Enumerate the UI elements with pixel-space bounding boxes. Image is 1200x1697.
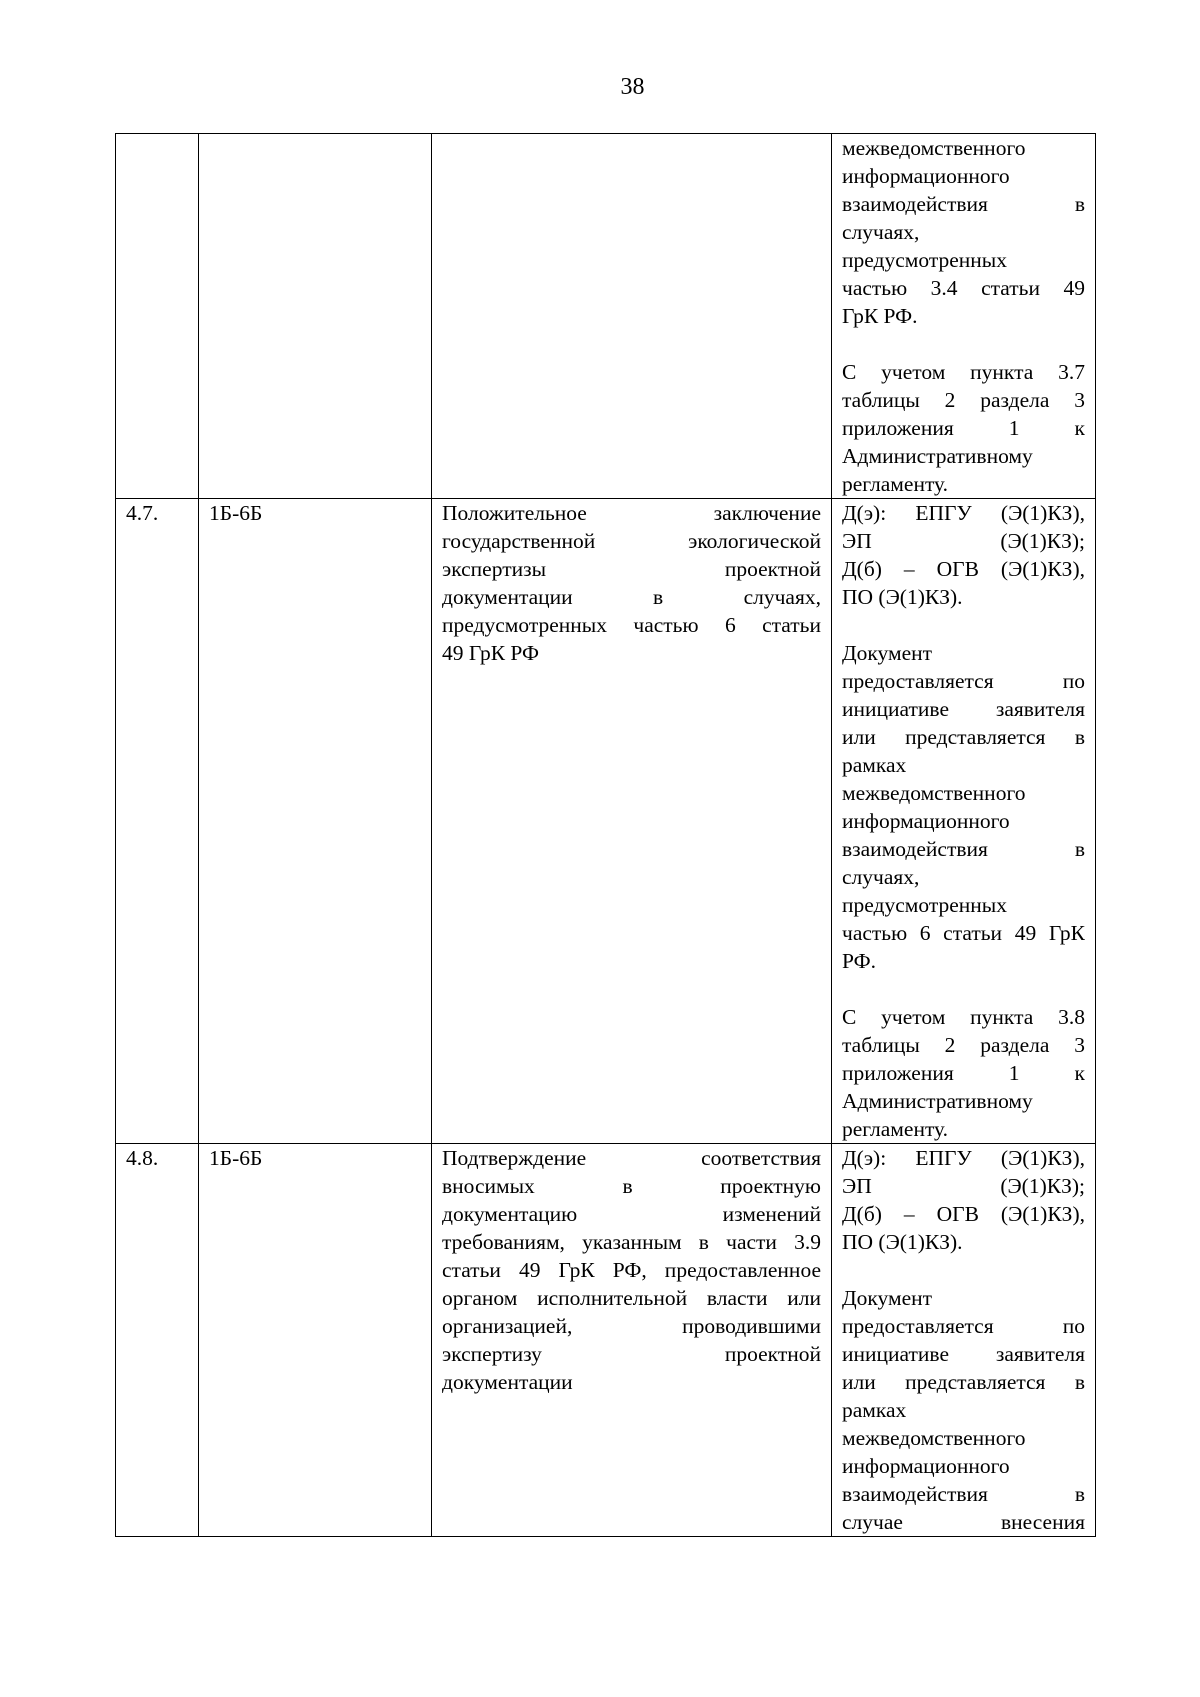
source-cell — [832, 499, 1096, 1144]
code-cell: 1Б-6Б — [199, 499, 432, 1144]
cell-text-line: экспертизу проектной — [442, 1342, 821, 1366]
paragraph-gap — [842, 330, 1085, 358]
cell-text-line: межведомственного — [842, 781, 1026, 805]
cell-text-line: требованиям, указанным в части 3.9 — [442, 1230, 821, 1254]
cell-text-line: межведомственного — [842, 1426, 1026, 1450]
cell-text-line: С учетом пункта 3.8 — [842, 1005, 1085, 1029]
cell-text-line: рамках — [842, 1398, 907, 1422]
cell-text-line: информационного — [842, 164, 1010, 188]
cell-text-line: документации в случаях, — [442, 585, 821, 609]
cell-text-line: рамках — [842, 753, 907, 777]
cell-text-line: таблицы 2 раздела 3 — [842, 388, 1085, 412]
table-row — [116, 134, 1096, 499]
table-row — [116, 499, 1096, 1144]
document-name-cell — [432, 1144, 832, 1537]
cell-text-line: 49 ГрК РФ — [442, 641, 539, 665]
documents-table — [115, 133, 1096, 1537]
table-row — [116, 1144, 1096, 1537]
cell-text-line: случае внесения — [842, 1510, 1085, 1534]
page-number: 38 — [620, 74, 645, 100]
cell-text-line: взаимодействия в — [842, 1482, 1085, 1506]
cell-text-line: инициативе заявителя — [842, 697, 1085, 721]
cell-text-line: межведомственного — [842, 136, 1026, 160]
paragraph-gap — [842, 611, 1085, 639]
cell-text-line: регламенту. — [842, 1117, 949, 1141]
row-number-cell — [116, 134, 199, 499]
cell-text-line: предусмотренных частью 6 статьи — [442, 613, 821, 637]
cell-text-line: ЭП (Э(1)КЗ); — [842, 1174, 1085, 1198]
code-cell — [199, 134, 432, 499]
cell-text-line: инициативе заявителя — [842, 1342, 1085, 1366]
cell-text-line: РФ. — [842, 949, 876, 973]
cell-text-line: Административному — [842, 444, 1033, 468]
cell-text-line: Административному — [842, 1089, 1033, 1113]
cell-text-line: организацией, проводившими — [442, 1314, 821, 1338]
cell-text-line: документации — [442, 1370, 573, 1394]
cell-text-line: предусмотренных — [842, 893, 1007, 917]
document-name-cell — [432, 499, 832, 1144]
cell-text-line: информационного — [842, 809, 1010, 833]
cell-text-line: приложения 1 к — [842, 1061, 1085, 1085]
cell-text-line: ЭП (Э(1)КЗ); — [842, 529, 1085, 553]
cell-text-line: информационного — [842, 1454, 1010, 1478]
cell-text-line: Д(э): ЕПГУ (Э(1)КЗ), — [842, 1146, 1085, 1170]
cell-text-line: Положительное заключение — [442, 501, 821, 525]
cell-text-line: предусмотренных — [842, 248, 1007, 272]
cell-text-line: Документ — [842, 1286, 933, 1310]
cell-text-line: случаях, — [842, 220, 920, 244]
cell-text-line: приложения 1 к — [842, 416, 1085, 440]
cell-text-line: С учетом пункта 3.7 — [842, 360, 1085, 384]
source-cell — [832, 134, 1096, 499]
cell-text-line: Подтверждение соответствия — [442, 1146, 821, 1170]
cell-text-line: Д(б) – ОГВ (Э(1)КЗ), — [842, 557, 1085, 581]
cell-text-line: Д(б) – ОГВ (Э(1)КЗ), — [842, 1202, 1085, 1226]
cell-text-line: частью 3.4 статьи 49 — [842, 276, 1085, 300]
source-cell — [832, 1144, 1096, 1537]
cell-text-line: государственной экологической — [442, 529, 821, 553]
cell-text-line: статьи 49 ГрК РФ, предоставленное — [442, 1258, 821, 1282]
cell-text-line: вносимых в проектную — [442, 1174, 821, 1198]
cell-text-line: таблицы 2 раздела 3 — [842, 1033, 1085, 1057]
cell-text-line: регламенту. — [842, 472, 949, 496]
cell-text-line: ПО (Э(1)КЗ). — [842, 585, 963, 609]
cell-text-line: или представляется в — [842, 1370, 1085, 1394]
cell-text-line: ГрК РФ. — [842, 304, 918, 328]
cell-text-line: предоставляется по — [842, 669, 1085, 693]
cell-text-line: документацию изменений — [442, 1202, 821, 1226]
cell-text-line: или представляется в — [842, 725, 1085, 749]
cell-text-line: ПО (Э(1)КЗ). — [842, 1230, 963, 1254]
cell-text-line: взаимодействия в — [842, 192, 1085, 216]
cell-text-line: органом исполнительной власти или — [442, 1286, 821, 1310]
cell-text-line: экспертизы проектной — [442, 557, 821, 581]
row-number-cell: 4.7. — [116, 499, 199, 1144]
paragraph-gap — [842, 1256, 1085, 1284]
cell-text-line: частью 6 статьи 49 ГрК — [842, 921, 1085, 945]
cell-text-line: взаимодействия в — [842, 837, 1085, 861]
paragraph-gap — [842, 975, 1085, 1003]
document-name-cell — [432, 134, 832, 499]
cell-text-line: предоставляется по — [842, 1314, 1085, 1338]
row-number-cell: 4.8. — [116, 1144, 199, 1537]
code-cell: 1Б-6Б — [199, 1144, 432, 1537]
cell-text-line: Документ — [842, 641, 933, 665]
cell-text-line: Д(э): ЕПГУ (Э(1)КЗ), — [842, 501, 1085, 525]
cell-text-line: случаях, — [842, 865, 920, 889]
